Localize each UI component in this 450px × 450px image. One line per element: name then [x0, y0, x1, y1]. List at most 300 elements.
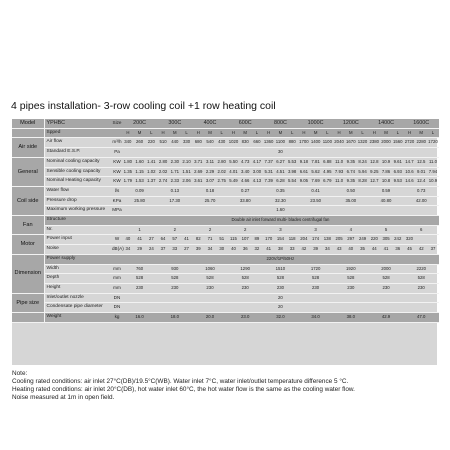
speed-cell: H	[368, 128, 380, 138]
cell-value: 230	[404, 283, 439, 293]
cell-value: 5.94	[357, 167, 369, 177]
cell-value: 34	[122, 245, 134, 255]
row-speed	[12, 128, 439, 138]
speed-cell: L	[321, 128, 333, 138]
cell-value: 528	[192, 274, 227, 284]
cell-value: 0.09	[122, 186, 157, 196]
cell-value: 14.6	[404, 177, 416, 187]
cell-value: 1.37	[145, 177, 157, 187]
cell-value: 230	[157, 283, 192, 293]
cell-value: 2.33	[169, 177, 181, 187]
cell-value: 320	[404, 235, 416, 245]
speed-cell: L	[216, 128, 228, 138]
cell-value: 40	[345, 245, 357, 255]
cell-value: 11.0	[333, 177, 345, 187]
cell-value: 1700	[298, 138, 310, 148]
row-label: Condensate pipe diameter	[44, 303, 112, 313]
cell-value: 3	[263, 225, 298, 235]
speed-cell: L	[357, 128, 369, 138]
cell-value: 1060	[192, 264, 227, 274]
cell-value: 540	[204, 138, 216, 148]
cell-value: 9.53	[392, 177, 404, 187]
cell-value: 42.00	[404, 196, 439, 206]
row-label: Sensible cooling capacity	[44, 167, 112, 177]
cell-value: 3.98	[286, 167, 298, 177]
cell-value: 230	[263, 283, 298, 293]
cell-value: 2.02	[157, 167, 169, 177]
cell-value: 1100	[275, 138, 287, 148]
cell-value: 220	[145, 138, 157, 148]
row-nr	[12, 225, 439, 235]
note-cooling: Cooling rated conditions: air inlet 27°C(DB)/19.5°C(WB). Water inlet 7°C, water inlet/outlet temperature difference 5 °C.	[12, 378, 349, 385]
cell-value: 27	[181, 245, 193, 255]
note-heating: Heating rated conditions: air inlet 20°C(DB), hot water inlet 60°C, the hot water flow is the same as the cooling water flow.	[12, 386, 355, 393]
cell-value: 7.93	[333, 167, 345, 177]
row-inlet-outlet	[12, 293, 439, 303]
cell-value: 528	[157, 274, 192, 284]
row-label: Nr.	[44, 225, 112, 235]
cell-value: 4.73	[239, 157, 251, 167]
cell-value: 5.31	[263, 167, 275, 177]
cell-value: 5.50	[228, 157, 240, 167]
group-fan: Fan	[12, 216, 44, 235]
speed-cell: M	[380, 128, 392, 138]
row-label: Inlet/outlet nozzle	[44, 293, 112, 303]
cell-value: 6.88	[321, 157, 333, 167]
cell-value: 1920	[333, 264, 368, 274]
cell-value: 2.10	[181, 157, 193, 167]
cell-value: 3.71	[192, 157, 204, 167]
row-unit: dB(A)	[112, 245, 122, 255]
model-size: 800C	[263, 119, 298, 128]
cell-value: 5.62	[310, 167, 322, 177]
row-unit: KPa	[112, 196, 122, 206]
row-power-input	[12, 235, 439, 245]
cell-value: 154	[275, 235, 287, 245]
table-header-row	[12, 119, 439, 128]
cell-value: 9.05	[298, 177, 310, 187]
cell-value: 2.80	[157, 157, 169, 167]
cell-value: 10.9	[427, 177, 439, 187]
cell-value: 3.40	[239, 167, 251, 177]
model-size: 1400C	[368, 119, 403, 128]
cell-value: 16.0	[122, 313, 157, 323]
notes	[12, 370, 355, 402]
cell-value: 0.18	[192, 186, 227, 196]
cell-value: 2000	[380, 138, 392, 148]
group-blank	[12, 313, 44, 323]
cell-value: 830	[239, 138, 251, 148]
cell-value: 40	[228, 245, 240, 255]
cell-value: 6	[404, 225, 439, 235]
cell-value: 71	[204, 235, 216, 245]
speed-cell: L	[251, 128, 263, 138]
speed-cell: L	[427, 128, 439, 138]
cell-value: 23.0	[228, 313, 263, 323]
row-label: Width	[44, 264, 112, 274]
cell-value: 1670	[345, 138, 357, 148]
speed-cell: M	[310, 128, 322, 138]
group-motor: Motor	[12, 235, 44, 254]
cell-value: 6.27	[275, 157, 287, 167]
cell-value: 18.0	[157, 313, 192, 323]
cell-value: 45	[404, 245, 416, 255]
row-width	[12, 264, 439, 274]
cell-value: 3.07	[204, 177, 216, 187]
cell-value: 27	[145, 235, 157, 245]
model-label: Model	[12, 119, 44, 128]
cell-value: 880	[286, 138, 298, 148]
cell-value: 32.0	[263, 313, 298, 323]
cell-value: 528	[122, 274, 157, 284]
spec-table	[12, 119, 437, 365]
row-depth	[12, 274, 439, 284]
cell-value: 2220	[404, 264, 439, 274]
cell-value: 7.69	[310, 177, 322, 187]
row-weight	[12, 313, 439, 323]
cell-value: 3.11	[204, 157, 216, 167]
cell-value: 528	[368, 274, 403, 284]
row-pressure-drop	[12, 196, 439, 206]
row-label: Pressure drop	[44, 196, 112, 206]
cell-value: 42.9	[368, 313, 403, 323]
cell-value: 1510	[263, 264, 298, 274]
cell-value: 34.0	[298, 313, 333, 323]
cell-value: 0.73	[404, 186, 439, 196]
row-unit	[112, 225, 122, 235]
row-unit: KW	[112, 167, 122, 177]
cell-value: 64	[157, 235, 169, 245]
cell-value: 1.60	[134, 157, 146, 167]
cell-value: 4	[333, 225, 368, 235]
row-unit: MPa	[112, 206, 122, 216]
cell-value: 0.59	[368, 186, 403, 196]
cell-value: 3.00	[251, 167, 263, 177]
cell-value: 930	[157, 264, 192, 274]
cell-value: 43	[333, 245, 345, 255]
speed-cell: M	[169, 128, 181, 138]
cell-value: 330	[181, 138, 193, 148]
cell-value: 760	[122, 264, 157, 274]
row-label: Power input	[44, 235, 112, 245]
cell-value: 305	[380, 235, 392, 245]
cell-value: 41	[134, 235, 146, 245]
speed-cell: L	[145, 128, 157, 138]
cell-value: 17.30	[157, 196, 192, 206]
cell-value: 38	[275, 245, 287, 255]
cell-value: 1.80	[122, 157, 134, 167]
cell-value: 41	[181, 235, 193, 245]
speed-cell: M	[134, 128, 146, 138]
cell-value: 32.30	[263, 196, 298, 206]
row-label: Water flow	[44, 186, 112, 196]
cell-value: 1.35	[122, 167, 134, 177]
cell-value: 39	[310, 245, 322, 255]
cell-value: 138	[321, 235, 333, 245]
row-label: Nominal cooling capacity	[44, 157, 112, 167]
page-title: 4 pipes installation- 3-row cooling coil +1 row heating coil	[11, 100, 276, 112]
cell-value: 7.94	[427, 167, 439, 177]
cell-value: 4.95	[321, 167, 333, 177]
cell-value: 260	[134, 138, 146, 148]
model-size: 200C	[122, 119, 157, 128]
cell-value: 12.7	[368, 177, 380, 187]
speed-cell: H	[157, 128, 169, 138]
cell-value: 36	[239, 245, 251, 255]
cell-value: 25.80	[122, 196, 157, 206]
row-label: Structure	[44, 216, 112, 226]
speed-cell: M	[204, 128, 216, 138]
row-label: Maximum working pressure	[44, 206, 112, 216]
speed-cell: M	[345, 128, 357, 138]
cell-value: 297	[345, 235, 357, 245]
cell-value: 2.29	[204, 167, 216, 177]
cell-value: 430	[216, 138, 228, 148]
cell-value: 9.25	[368, 167, 380, 177]
cell-value: 44	[368, 245, 380, 255]
speed-cell: M	[415, 128, 427, 138]
cell-value: 35	[357, 245, 369, 255]
cell-value: 1400	[310, 138, 322, 148]
model-size: 300C	[157, 119, 192, 128]
cell-value: 33	[286, 245, 298, 255]
cell-value: 1.79	[122, 177, 134, 187]
cell-value: 6.61	[298, 167, 310, 177]
cell-value: 12.5	[415, 157, 427, 167]
cell-value: 1100	[321, 138, 333, 148]
cell-value: 2280	[415, 138, 427, 148]
row-label: Power supply	[44, 254, 112, 264]
cell-value: 1	[122, 225, 157, 235]
cell-value: 51	[216, 235, 228, 245]
cell-value: 0.35	[263, 186, 298, 196]
cell-value: 2380	[368, 138, 380, 148]
cell-value: 5	[368, 225, 403, 235]
cell-value: 1720	[298, 264, 333, 274]
row-unit	[112, 216, 122, 226]
cell-value: 5.53	[286, 157, 298, 167]
cell-value: 4.66	[239, 177, 251, 187]
cell-value: 118	[286, 235, 298, 245]
cell-value: 528	[333, 274, 368, 284]
cell-value: 29	[134, 245, 146, 255]
cell-value: 220	[368, 235, 380, 245]
cell-empty	[415, 235, 438, 245]
cell-value: 230	[192, 283, 227, 293]
cell-value: 528	[263, 274, 298, 284]
cell-value: 36	[392, 245, 404, 255]
row-value: 220V/1P/50Hz	[122, 254, 439, 264]
speed-cell: H	[333, 128, 345, 138]
cell-value: 6.74	[345, 167, 357, 177]
row-unit: Pa	[112, 148, 122, 158]
row-sensible	[12, 167, 439, 177]
cell-value: 2	[228, 225, 263, 235]
row-max-pressure	[12, 206, 439, 216]
cell-value: 1020	[228, 138, 240, 148]
speed-cell: L	[181, 128, 193, 138]
cell-value: 528	[298, 274, 333, 284]
cell-value: 10.9	[380, 157, 392, 167]
row-unit	[112, 128, 122, 138]
cell-value: 2.30	[169, 157, 181, 167]
cell-value: 4.13	[251, 177, 263, 187]
cell-value: 37	[427, 245, 439, 255]
cell-value: 230	[122, 283, 157, 293]
cell-value: 11.0	[427, 157, 439, 167]
row-value: 30	[122, 148, 439, 158]
cell-value: 174	[310, 235, 322, 245]
cell-value: 42	[415, 245, 427, 255]
cell-value: 2.74	[157, 177, 169, 187]
cell-value: 20.0	[192, 313, 227, 323]
cell-value: 9.35	[345, 177, 357, 187]
cell-value: 5.54	[286, 177, 298, 187]
row-value: Double air inlet forward multi- blades centrifugal fan	[122, 216, 439, 226]
cell-value: 25.70	[192, 196, 227, 206]
cell-value: 242	[392, 235, 404, 245]
cell-value: 2	[192, 225, 227, 235]
cell-value: 12.4	[415, 177, 427, 187]
cell-value: 33.80	[228, 196, 263, 206]
cell-value: 510	[157, 138, 169, 148]
speed-cell: M	[239, 128, 251, 138]
cell-value: 0.41	[298, 186, 333, 196]
size-label: Size	[112, 119, 122, 128]
row-unit: KW	[112, 157, 122, 167]
row-unit: DN	[112, 293, 122, 303]
row-noise	[12, 245, 439, 255]
cell-value: 10.6	[404, 167, 416, 177]
model-size: 600C	[228, 119, 263, 128]
row-cooling	[12, 157, 439, 167]
group-blank	[12, 128, 44, 138]
cell-value: 2.75	[216, 177, 228, 187]
cell-value: 680	[192, 138, 204, 148]
cell-value: 528	[228, 274, 263, 284]
cell-value: 32	[251, 245, 263, 255]
speed-cell: H	[298, 128, 310, 138]
cell-value: 230	[228, 283, 263, 293]
cell-value: 8.24	[357, 157, 369, 167]
row-value: 1.60	[122, 206, 439, 216]
cell-value: 0.13	[157, 186, 192, 196]
speed-cell: L	[286, 128, 298, 138]
row-unit	[112, 254, 122, 264]
row-structure	[12, 216, 439, 226]
cell-value: 33	[169, 245, 181, 255]
cell-value: 41	[380, 245, 392, 255]
group-pipe-size: Pipe size	[12, 293, 44, 312]
cell-value: 440	[169, 138, 181, 148]
speed-cell: H	[404, 128, 416, 138]
cell-value: 2	[157, 225, 192, 235]
cell-value: 3.61	[192, 177, 204, 187]
cell-value: 9.35	[345, 157, 357, 167]
row-label: Standard E.S.P.	[44, 148, 112, 158]
speed-cell: H	[228, 128, 240, 138]
cell-value: 7.37	[263, 157, 275, 167]
model-size: 1600C	[404, 119, 439, 128]
row-unit: W	[112, 235, 122, 245]
cell-value: 2040	[333, 138, 345, 148]
cell-value: 6.93	[392, 167, 404, 177]
row-label: Nominal Heating capacity	[44, 177, 112, 187]
row-unit: mm	[112, 264, 122, 274]
cell-value: 1.41	[145, 157, 157, 167]
cell-value: 10.8	[380, 177, 392, 187]
cell-value: 230	[298, 283, 333, 293]
note-heading: Note:	[12, 370, 28, 377]
cell-value: 34	[204, 245, 216, 255]
model-size: 1200C	[333, 119, 368, 128]
cell-value: 40.80	[368, 196, 403, 206]
cell-value: 1.53	[134, 177, 146, 187]
row-value: 20	[122, 293, 439, 303]
row-unit: l/s	[112, 186, 122, 196]
cell-value: 230	[333, 283, 368, 293]
cell-value: 6.28	[275, 177, 287, 187]
cell-value: 1.51	[181, 167, 193, 177]
cell-value: 4.17	[251, 157, 263, 167]
cell-value: 9.01	[415, 167, 427, 177]
cell-value: 37	[157, 245, 169, 255]
speed-cell: H	[192, 128, 204, 138]
row-unit: m³/h	[112, 138, 122, 148]
cell-value: 4.51	[275, 167, 287, 177]
cell-value: 2000	[368, 264, 403, 274]
cell-value: 1.71	[169, 167, 181, 177]
cell-value: 34	[321, 245, 333, 255]
cell-value: 2.02	[216, 167, 228, 177]
cell-value: 2720	[404, 138, 416, 148]
cell-value: 41	[263, 245, 275, 255]
row-unit: mm	[112, 274, 122, 284]
cell-value: 230	[368, 283, 403, 293]
cell-value: 7.39	[263, 177, 275, 187]
cell-value: 340	[122, 138, 134, 148]
row-air-flow	[12, 138, 439, 148]
row-unit: kg	[112, 313, 122, 323]
group-general: General	[12, 157, 44, 186]
cell-value: 1290	[228, 264, 263, 274]
cell-value: 47.0	[404, 313, 439, 323]
row-condensate	[12, 303, 439, 313]
cell-value: 6.79	[321, 177, 333, 187]
speed-cell: H	[263, 128, 275, 138]
model-series: YPHBC	[44, 119, 112, 128]
cell-value: 7.81	[310, 157, 322, 167]
cell-value: 5.49	[228, 177, 240, 187]
row-value: 20	[122, 303, 439, 313]
cell-value: 1560	[392, 138, 404, 148]
cell-value: 89	[251, 235, 263, 245]
cell-value: 40	[122, 235, 134, 245]
cell-value: 4.01	[228, 167, 240, 177]
cell-value: 2.80	[216, 157, 228, 167]
cell-value: 9.18	[298, 157, 310, 167]
row-label: Air flow	[44, 138, 112, 148]
cell-value: 7.86	[380, 167, 392, 177]
row-label: Spped	[44, 128, 112, 138]
cell-value: 23.50	[298, 196, 333, 206]
cell-value: 8.28	[357, 177, 369, 187]
speed-cell: L	[392, 128, 404, 138]
cell-value: 42	[298, 245, 310, 255]
cell-value: 1.15	[134, 167, 146, 177]
cell-value: 0.50	[333, 186, 368, 196]
cell-value: 1320	[357, 138, 369, 148]
